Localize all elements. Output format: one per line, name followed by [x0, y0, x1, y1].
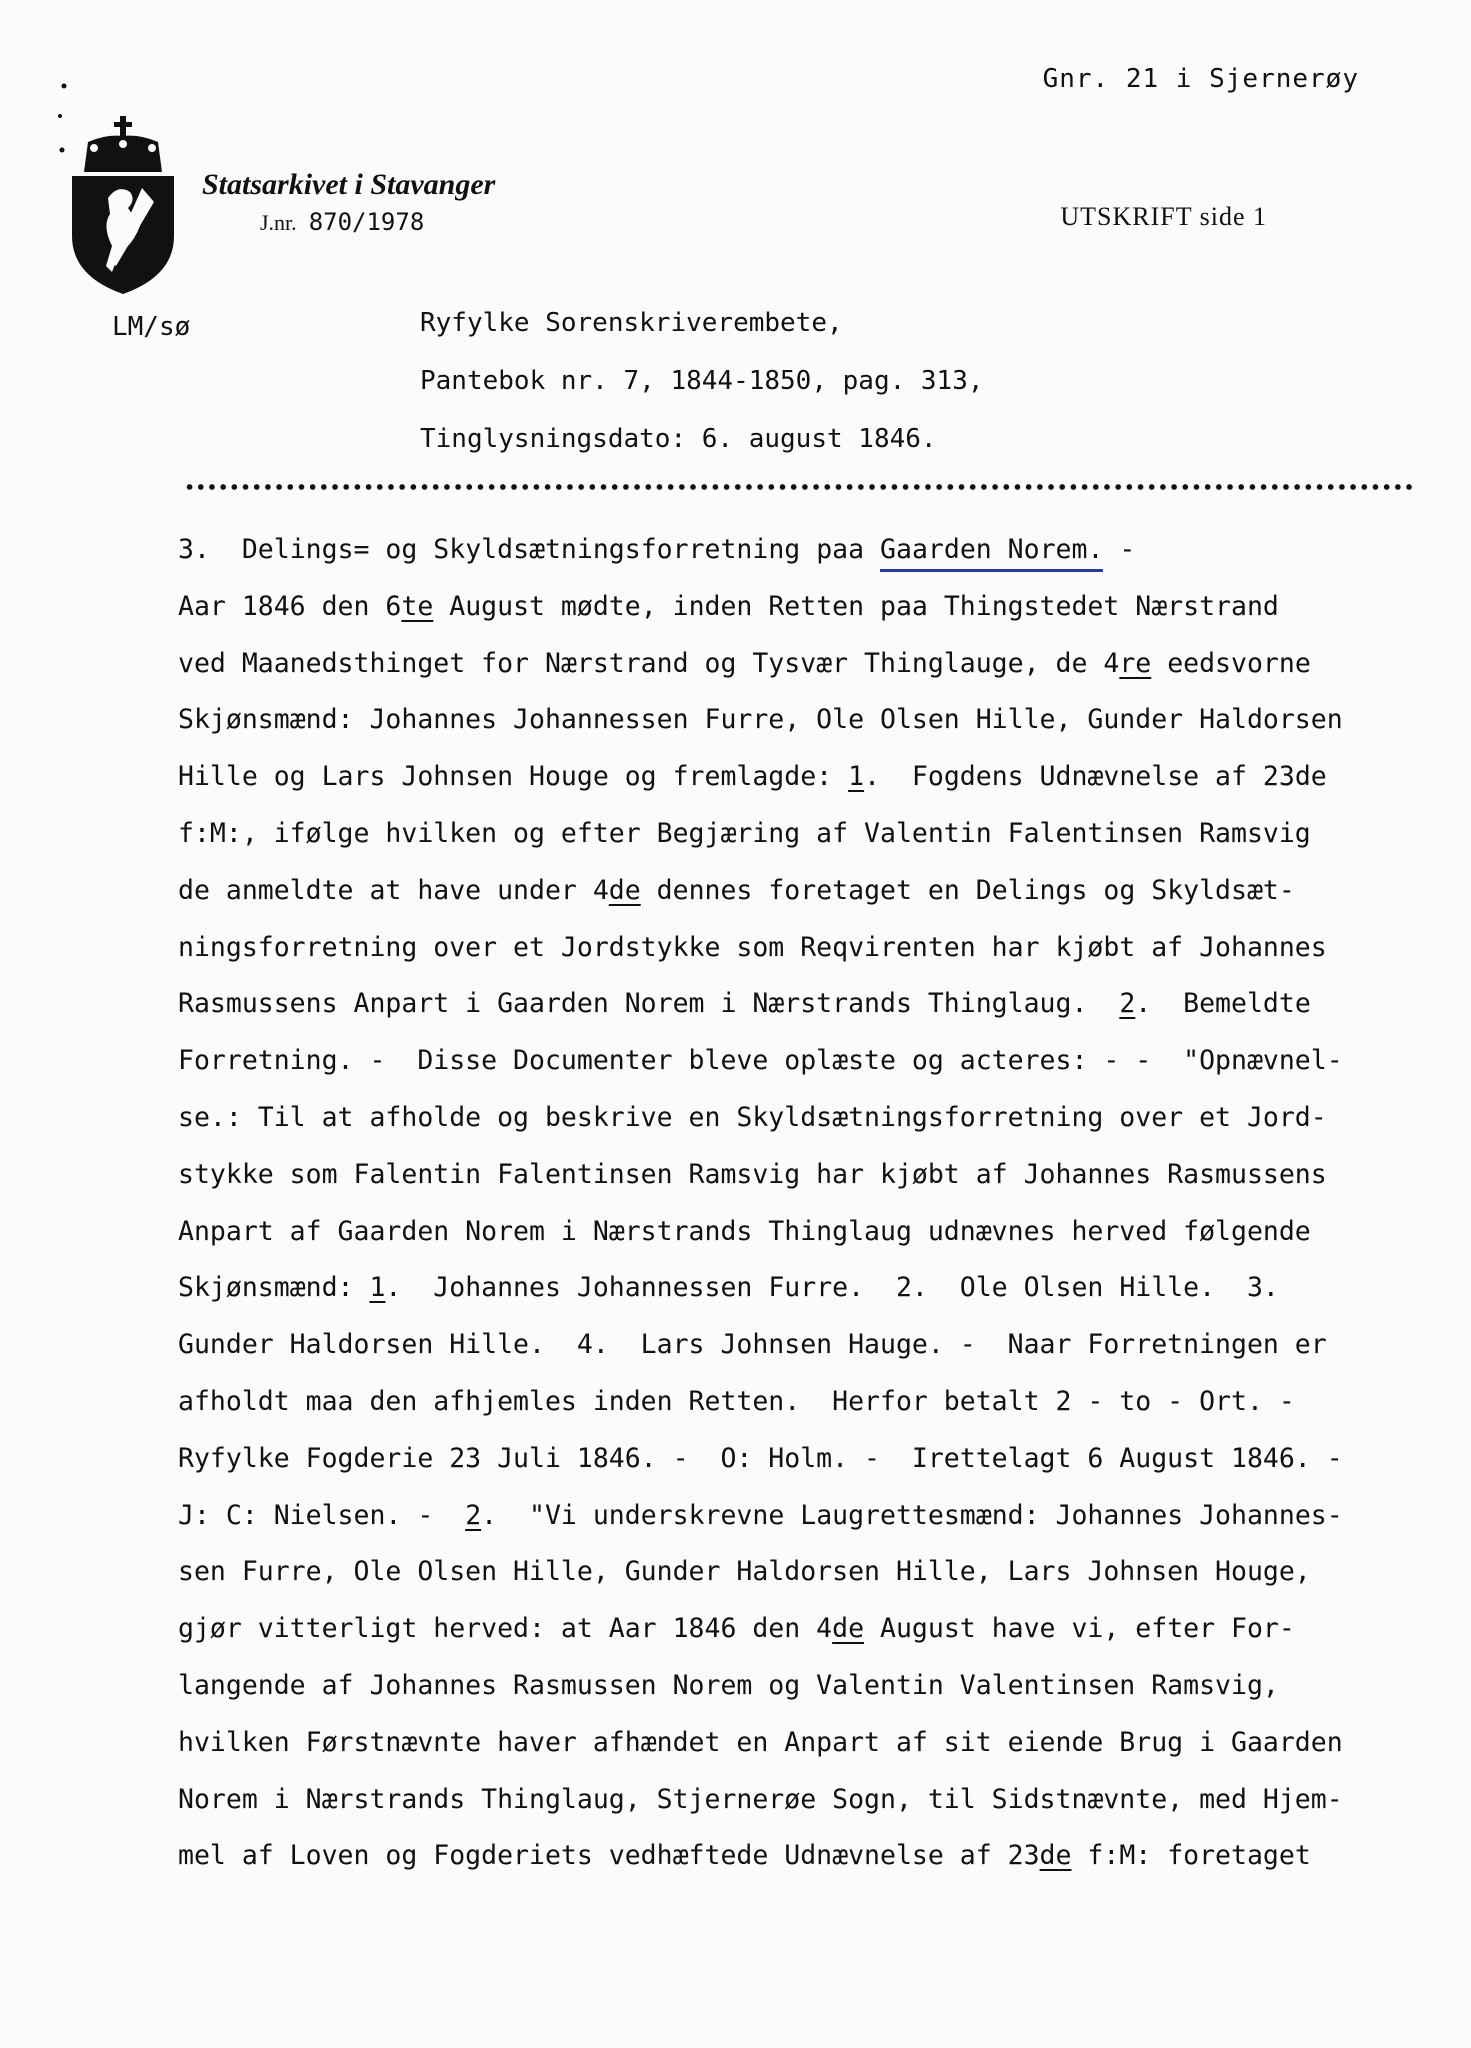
underlined-ordinal: 2	[1119, 988, 1136, 1020]
title-suffix: -	[1103, 534, 1136, 565]
journal-number: 870/1978	[308, 208, 425, 236]
line-text: August have vi, efter For-	[864, 1613, 1295, 1645]
transcript-line	[178, 1039, 1428, 1096]
line-text: . Fogdens Udnævnelse af 23de	[864, 761, 1327, 793]
transcript-line	[178, 1210, 1428, 1267]
line-text: eedsvorne	[1151, 647, 1311, 679]
archive-name: Statsarkivet i Stavanger	[202, 168, 496, 201]
source-reference	[420, 308, 984, 482]
line-text: Anpart af Gaarden Norem i Nærstrands Thinglaug udnævnes herved følgende	[178, 1215, 1311, 1247]
transcript-page-label: UTSKRIFT side 1	[1060, 202, 1267, 231]
source-office: Ryfylke Sorenskriverembete,	[420, 308, 843, 338]
underlined-ordinal: 1	[848, 761, 865, 793]
line-text: . Johannes Johannessen Furre. 2. Ole Olsen Hille. 3.	[385, 1272, 1279, 1304]
line-text: hvilken Førstnævnte haver afhændet en Anpart af sit eiende Brug i Gaarden	[178, 1726, 1343, 1758]
line-text: mel af Loven og Fogderiets vedhæftede Udnævnelse af 23	[178, 1840, 1040, 1872]
underlined-ordinal: re	[1119, 647, 1152, 679]
transcript-line	[178, 642, 1428, 699]
transcript-line	[178, 869, 1428, 926]
transcript-line	[178, 755, 1428, 812]
journal-label: J.nr.	[260, 210, 297, 235]
underlined-ordinal: te	[401, 590, 434, 622]
dotted-separator	[184, 480, 1412, 494]
line-text: afholdt maa den afhjemles inden Retten. Herfor betalt 2 - to - Ort. -	[178, 1385, 1295, 1417]
transcript-line	[178, 1834, 1428, 1891]
line-text: langende af Johannes Rasmussen Norem og Valentin Valentinsen Ramsvig,	[178, 1669, 1279, 1701]
line-text: Gunder Haldorsen Hille. 4. Lars Johnsen Hauge. - Naar Forretningen er	[178, 1329, 1327, 1361]
transcript-line	[178, 1153, 1428, 1210]
underlined-ordinal: de	[1039, 1840, 1072, 1872]
farm-reference: Gnr. 21 i Sjernerøy	[1042, 64, 1359, 94]
line-text: Hille og Lars Johnsen Houge og fremlagde:	[178, 761, 849, 793]
journal-number-block	[260, 208, 424, 236]
transcript-line	[178, 1550, 1428, 1607]
line-text: f:M:, ifølge hvilken og efter Begjæring af Valentin Falentinsen Ramsvig	[178, 817, 1311, 849]
transcript-line	[178, 1664, 1428, 1721]
line-text: Ryfylke Fogderie 23 Juli 1846. - O: Holm. - Irettelagt 6 August 1846. -	[178, 1442, 1343, 1474]
line-text: Skjønsmænd: Johannes Johannessen Furre, Ole Olsen Hille, Gunder Haldorsen	[178, 704, 1343, 736]
title-text: Delings= og Skyldsætningsforretning paa	[241, 534, 865, 565]
transcript-line	[178, 1607, 1428, 1664]
transcript-line	[178, 1494, 1428, 1551]
transcript-line	[178, 698, 1428, 755]
underlined-ordinal: 2	[465, 1499, 482, 1531]
line-text: August mødte, inden Retten paa Thingstedet Nærstrand	[433, 590, 1279, 622]
line-text: Forretning. - Disse Documenter bleve oplæste og acteres: - - "Opnævnel-	[178, 1045, 1343, 1077]
line-text: Skjønsmænd:	[178, 1272, 370, 1304]
transcript-line	[178, 585, 1428, 642]
transcript-line	[178, 1323, 1428, 1380]
transcript-line	[178, 1721, 1428, 1778]
source-book: Pantebok nr. 7, 1844-1850, pag. 313,	[420, 366, 984, 396]
line-text: Rasmussens Anpart i Gaarden Norem i Nærstrands Thinglaug.	[178, 988, 1120, 1020]
line-text: ningsforretning over et Jordstykke som Reqvirenten har kjøbt af Johannes	[178, 931, 1327, 963]
underlined-ordinal: de	[608, 874, 641, 906]
transcript-line	[178, 1096, 1428, 1153]
underlined-ordinal: 1	[369, 1272, 386, 1304]
line-text: de anmeldte at have under 4	[178, 874, 609, 906]
underlined-ordinal: de	[832, 1613, 865, 1645]
line-text: . Bemeldte	[1135, 988, 1311, 1020]
title-place: Gaarden Norem.	[880, 534, 1103, 572]
transcript-line	[178, 812, 1428, 869]
line-text: J: C: Nielsen. -	[178, 1499, 466, 1531]
transcript-line	[178, 1266, 1428, 1323]
transcript-line	[178, 926, 1428, 983]
registration-date: Tinglysningsdato: 6. august 1846.	[420, 424, 937, 454]
coat-of-arms-icon	[58, 76, 196, 296]
body-title	[178, 528, 1428, 585]
line-text: Aar 1846 den 6	[178, 590, 402, 622]
document-body	[178, 528, 1428, 1891]
line-text: dennes foretaget en Delings og Skyldsæt-	[640, 874, 1295, 906]
title-number: 3.	[178, 534, 210, 565]
line-text: . "Vi underskrevne Laugrettesmænd: Johannes Johannes-	[481, 1499, 1343, 1531]
line-text: stykke som Falentin Falentinsen Ramsvig har kjøbt af Johannes Rasmussens	[178, 1158, 1327, 1190]
line-text: ved Maanedsthinget for Nærstrand og Tysvær Thinglauge, de 4	[178, 647, 1120, 679]
transcript-line	[178, 1778, 1428, 1835]
clerk-initials: LM/sø	[112, 312, 191, 342]
transcript-line	[178, 1437, 1428, 1494]
transcript-line	[178, 982, 1428, 1039]
transcript-line	[178, 1380, 1428, 1437]
line-text: Norem i Nærstrands Thinglaug, Stjernerøe Sogn, til Sidstnævnte, med Hjem-	[178, 1783, 1343, 1815]
line-text: f:M: foretaget	[1071, 1840, 1311, 1872]
line-text: gjør vitterligt herved: at Aar 1846 den 4	[178, 1613, 833, 1645]
line-text: se.: Til at afholde og beskrive en Skyldsætningsforretning over et Jord-	[178, 1101, 1327, 1133]
line-text: sen Furre, Ole Olsen Hille, Gunder Haldorsen Hille, Lars Johnsen Houge,	[178, 1556, 1311, 1588]
